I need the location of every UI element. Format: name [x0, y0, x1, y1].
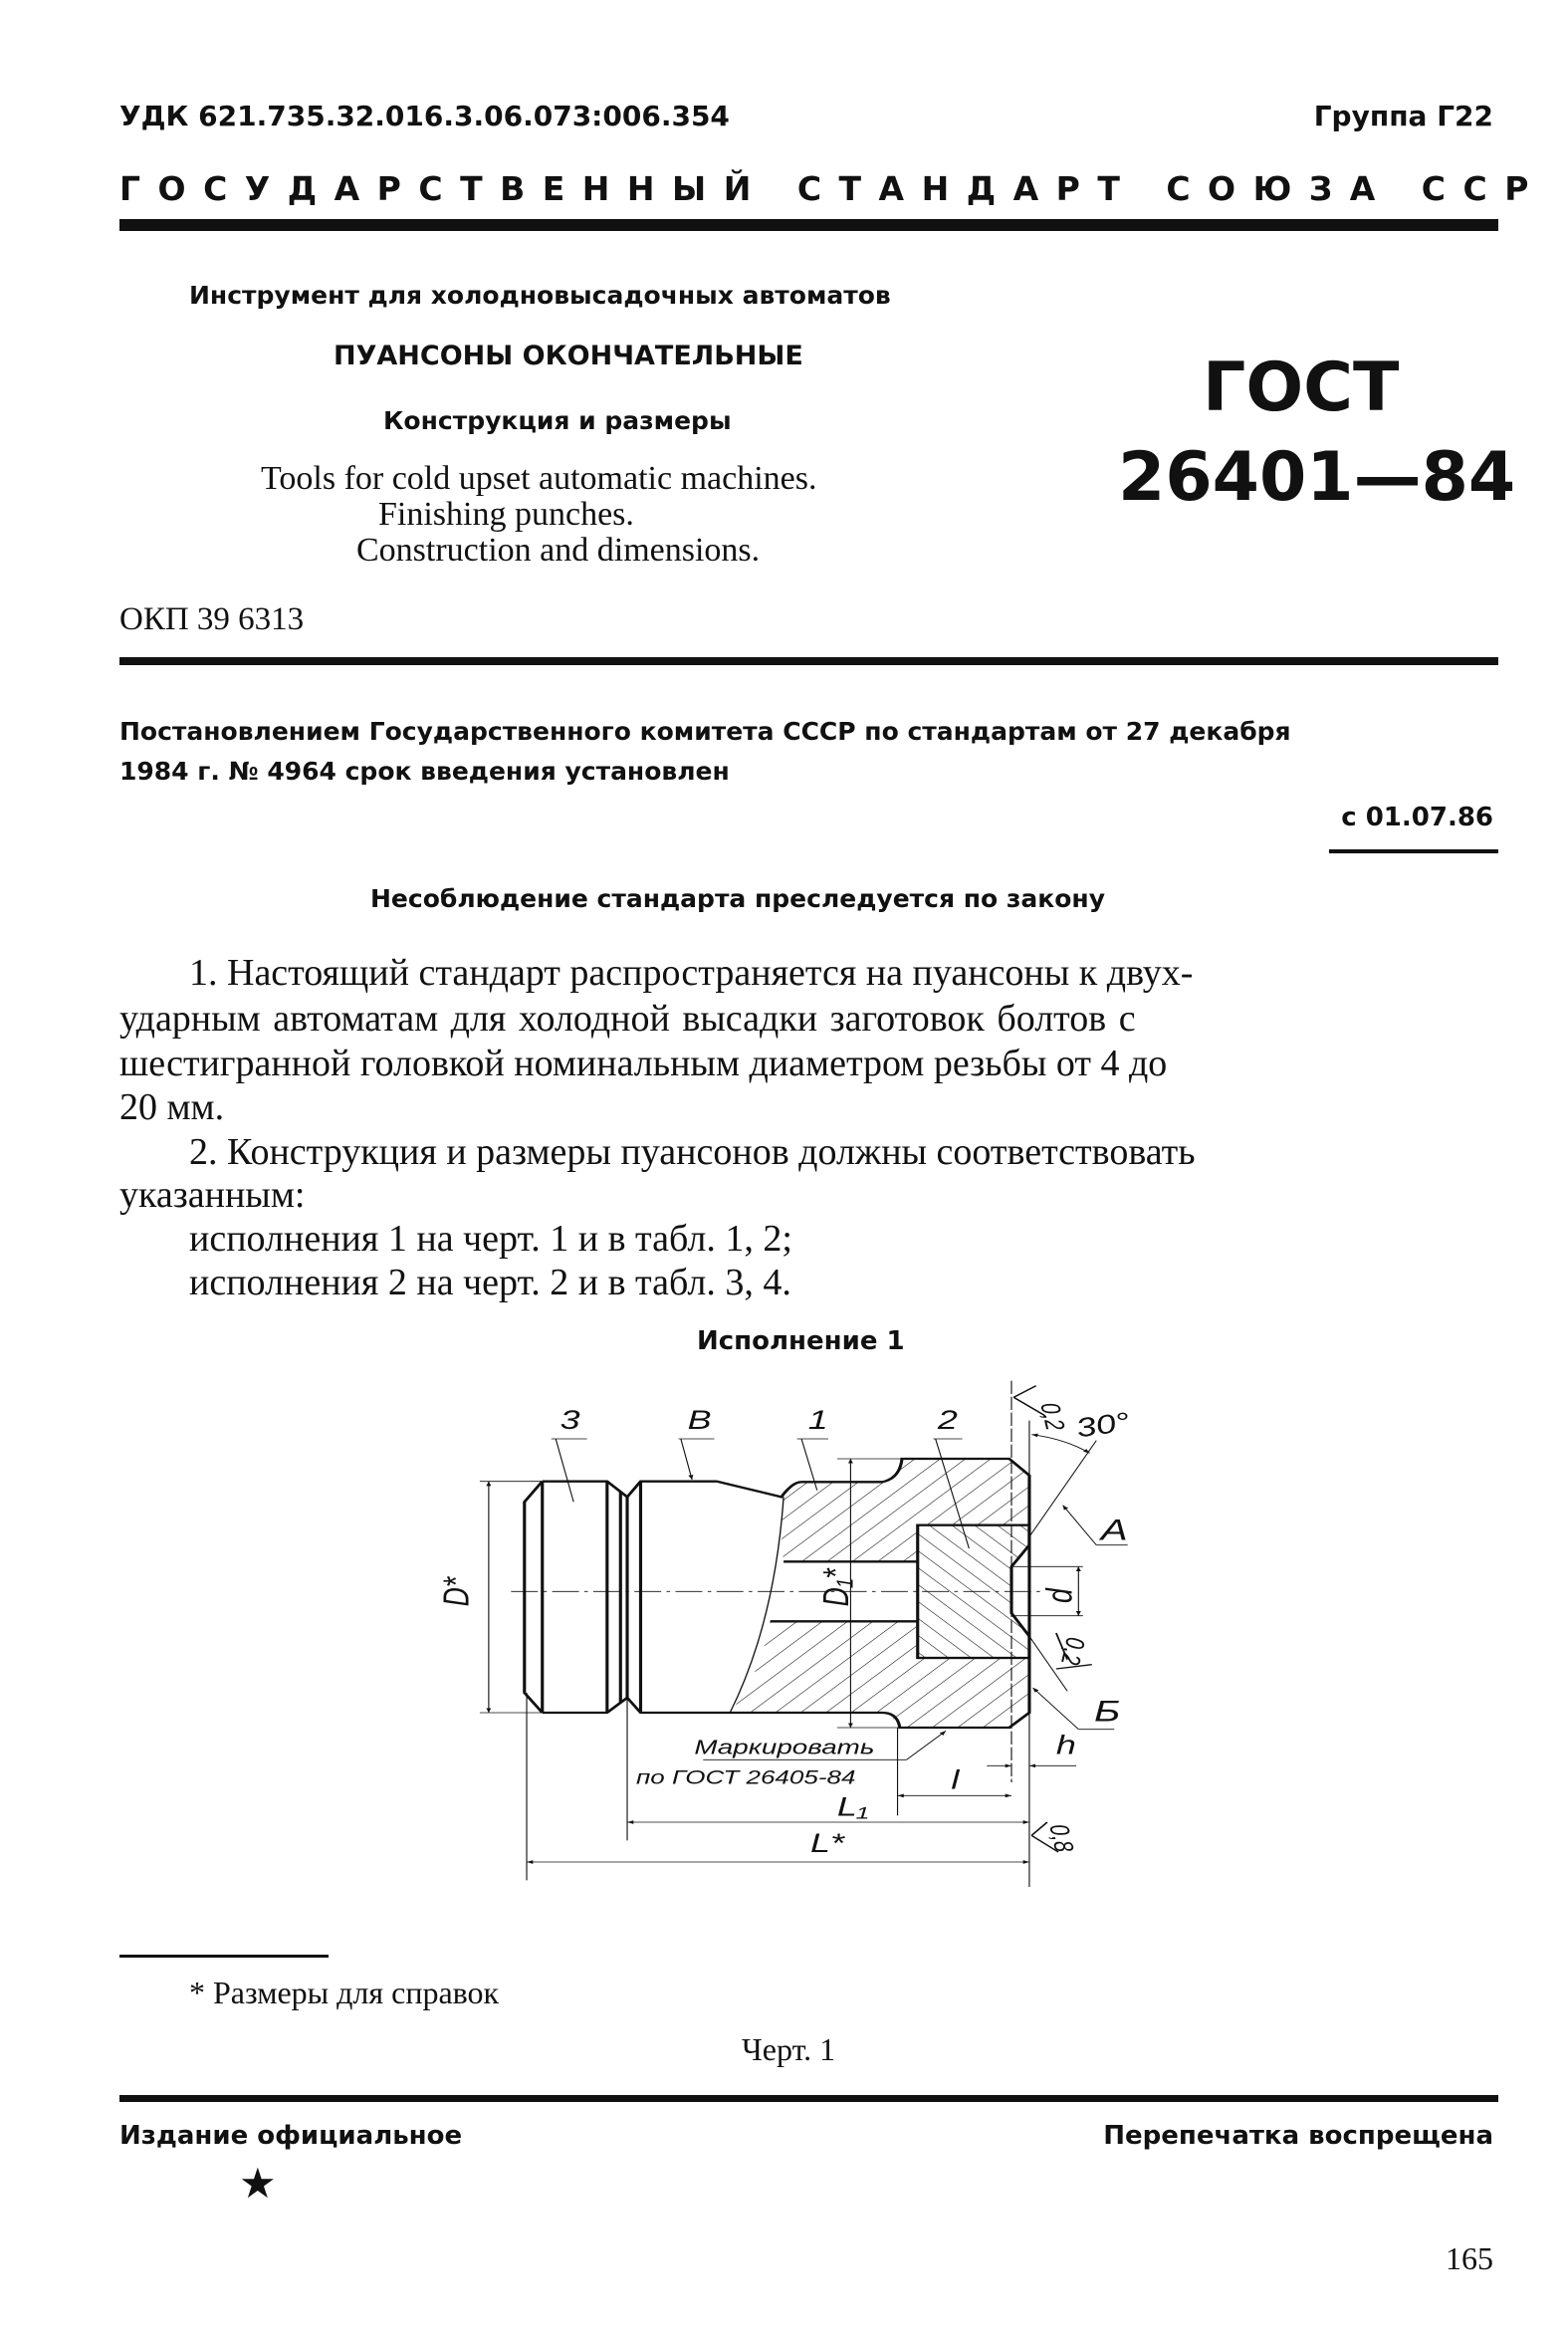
chamfer-bottom: 0,8: [1042, 1822, 1078, 1854]
para2-line2: указанным:: [119, 1174, 306, 1216]
title-line3: Конструкция и размеры: [383, 406, 732, 435]
title-en3: Construction and dimensions.: [356, 532, 761, 569]
date-underline: [1329, 849, 1498, 853]
dim-D: D*: [435, 1576, 477, 1607]
dim-D1: D₁*: [815, 1568, 857, 1607]
footer-rule: [119, 2095, 1498, 2102]
dim-l: l: [951, 1764, 960, 1795]
para1-line1: 1. Настоящий стандарт распространяется на пуансоны к двух-: [189, 952, 1194, 994]
chamfer-top: 0,2: [1033, 1401, 1070, 1433]
effective-date: с 01.07.86: [1341, 803, 1493, 832]
star-icon: ★: [239, 2159, 277, 2208]
chamfer-recess: 0,2: [1053, 1635, 1090, 1667]
para2-line4: исполнения 2 на черт. 2 и в табл. 3, 4.: [189, 1262, 791, 1303]
group-code: Группа Г22: [1313, 100, 1493, 132]
label-view-a: А: [1100, 1513, 1128, 1547]
page-number: 165: [1446, 2240, 1493, 2276]
figure-caption: Черт. 1: [742, 2031, 836, 2067]
marking-gost: по ГОСТ 26405-84: [635, 1765, 856, 1788]
udk-code: УДК 621.735.32.016.3.06.073:006.354: [119, 100, 730, 132]
dim-L1: L₁: [836, 1790, 869, 1822]
gost-label: ГОСТ: [1203, 349, 1400, 427]
label-part-v: В: [687, 1404, 712, 1435]
gost-number: 26401—84: [1118, 438, 1516, 517]
marking-note: Маркировать: [694, 1736, 875, 1759]
figure-heading: Исполнение 1: [697, 1326, 905, 1356]
para1-line2: ударным автоматам для холодной высадки заготовок болтов с: [119, 998, 1136, 1040]
para1-line3: шестигранной головкой номинальным диаметром резьбы от 4 до: [119, 1043, 1168, 1084]
footnote-rule: [119, 1955, 329, 1958]
footnote: * Размеры для справок: [189, 1975, 500, 2010]
dim-L: L*: [810, 1827, 844, 1858]
title-en1: Tools for cold upset automatic machines.: [261, 460, 817, 497]
para2-line1: 2. Конструкция и размеры пуансонов должны соответствовать: [189, 1131, 1196, 1173]
decree-line2: 1984 г. № 4964 срок введения установлен: [119, 757, 730, 786]
para1-line4: 20 мм.: [119, 1086, 225, 1128]
section-rule: [119, 657, 1498, 665]
okp-code: ОКП 39 6313: [119, 601, 305, 637]
title-en2: Finishing punches.: [378, 496, 634, 533]
banner: ГОСУДАРСТВЕННЫЙ СТАНДАРТ СОЮЗА ССР: [119, 169, 1546, 208]
dim-d: d: [1038, 1588, 1080, 1603]
banner-rule: [119, 219, 1498, 231]
official-edition: Издание официальное: [119, 2121, 463, 2151]
label-part-2: 2: [937, 1404, 958, 1435]
punch-drawing: [435, 1374, 1195, 1892]
decree-line1: Постановлением Государственного комитета СССР по стандартам от 27 декабря: [119, 717, 1291, 746]
title-line2: ПУАНСОНЫ ОКОНЧАТЕЛЬНЫЕ: [334, 341, 803, 371]
para2-line3: исполнения 1 на черт. 1 и в табл. 1, 2;: [189, 1218, 792, 1260]
title-line1: Инструмент для холодновысадочных автоматов: [189, 281, 891, 310]
reprint-prohibited: Перепечатка воспрещена: [1103, 2121, 1493, 2151]
dim-angle: 30°: [1072, 1406, 1134, 1444]
dim-h: h: [1055, 1730, 1076, 1760]
label-part-3: 3: [560, 1404, 580, 1435]
legal-warning: Несоблюдение стандарта преследуется по закону: [370, 884, 1105, 913]
label-part-1: 1: [807, 1404, 828, 1435]
label-view-b: Б: [1094, 1694, 1121, 1729]
